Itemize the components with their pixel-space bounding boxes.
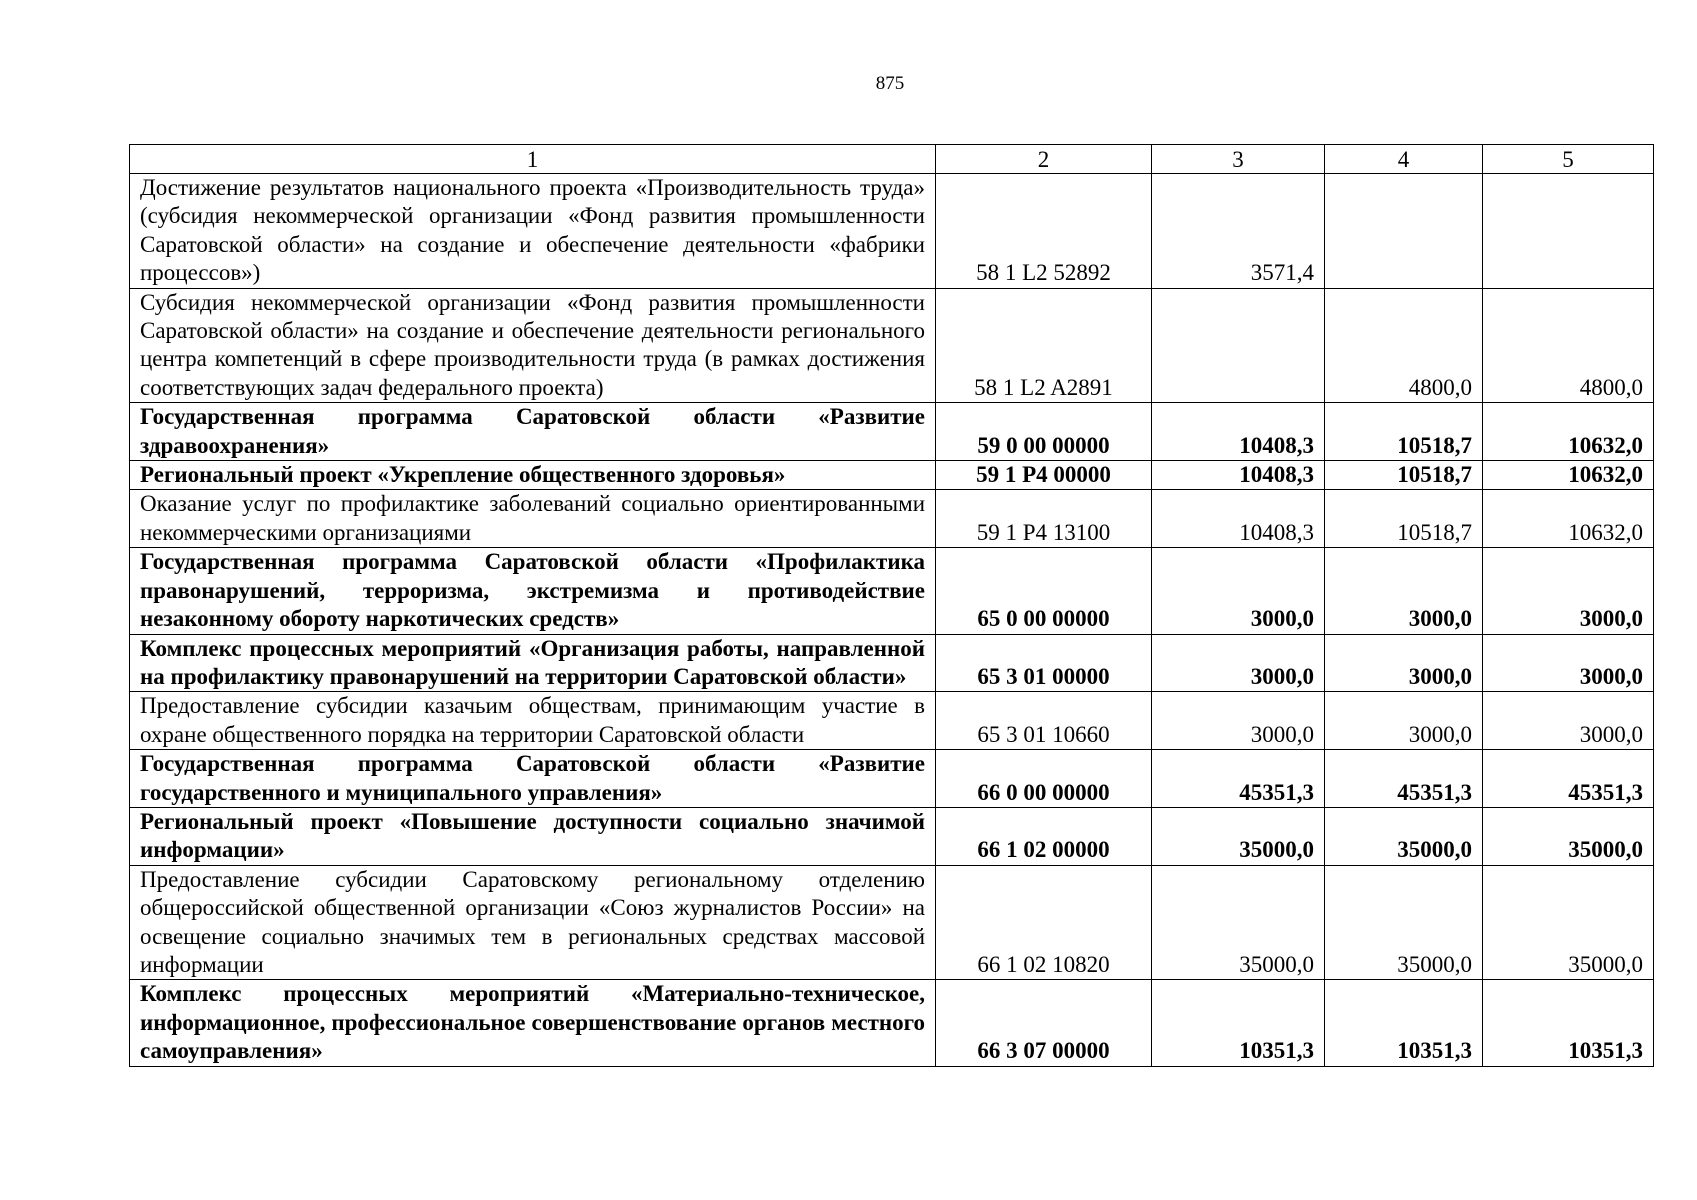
row-value-col5: 10351,3 <box>1483 980 1654 1066</box>
row-code: 66 1 02 00000 <box>936 807 1152 865</box>
row-value-col3: 10408,3 <box>1152 490 1325 548</box>
row-value-col3: 3000,0 <box>1152 692 1325 750</box>
row-code: 65 0 00 00000 <box>936 548 1152 634</box>
row-name: Оказание услуг по профилактике заболеваний социально ориентированными некоммерческими организациями <box>130 490 936 548</box>
row-name: Предоставление субсидии Саратовскому региональному отделению общероссийской общественной организации «Союз журналистов России» на освещение социально значимых тем в региональных средствах массовой информации <box>130 865 936 980</box>
row-value-col3: 3000,0 <box>1152 548 1325 634</box>
row-name: Достижение результатов национального проекта «Производительность труда» (субсидия некоммерческой организации «Фонд развития промышленности Саратовской области» на создание и обеспечение деятельности «фабрики процессов») <box>130 174 936 289</box>
row-value-col4: 10518,7 <box>1325 403 1483 461</box>
row-value-col3: 3571,4 <box>1152 174 1325 289</box>
row-name: Предоставление субсидии казачьим обществам, принимающим участие в охране общественного порядка на территории Саратовской области <box>130 692 936 750</box>
row-value-col4: 35000,0 <box>1325 807 1483 865</box>
table-row <box>130 865 1654 980</box>
row-name: Государственная программа Саратовской области «Развитие государственного и муниципального управления» <box>130 750 936 808</box>
row-value-col5: 45351,3 <box>1483 750 1654 808</box>
row-value-col5: 10632,0 <box>1483 490 1654 548</box>
column-header-2: 2 <box>936 145 1152 174</box>
row-name: Комплекс процессных мероприятий «Материально-техническое, информационное, профессиональное совершенствование органов местного самоуправления» <box>130 980 936 1066</box>
row-value-col4: 45351,3 <box>1325 750 1483 808</box>
table-row <box>130 692 1654 750</box>
table-row <box>130 490 1654 548</box>
row-value-col5: 3000,0 <box>1483 634 1654 692</box>
row-name: Региональный проект «Повышение доступности социально значимой информации» <box>130 807 936 865</box>
row-value-col3: 10351,3 <box>1152 980 1325 1066</box>
budget-table <box>129 144 1654 1067</box>
row-value-col4: 3000,0 <box>1325 548 1483 634</box>
table-row <box>130 807 1654 865</box>
table-row <box>130 461 1654 490</box>
row-code: 65 3 01 10660 <box>936 692 1152 750</box>
row-code: 59 0 00 00000 <box>936 403 1152 461</box>
row-value-col5 <box>1483 174 1654 289</box>
row-value-col3: 10408,3 <box>1152 461 1325 490</box>
row-value-col3: 35000,0 <box>1152 807 1325 865</box>
column-header-1: 1 <box>130 145 936 174</box>
table-row <box>130 288 1654 403</box>
row-name: Государственная программа Саратовской области «Профилактика правонарушений, терроризма, экстремизма и противодействие незаконному обороту наркотических средств» <box>130 548 936 634</box>
row-value-col4: 35000,0 <box>1325 865 1483 980</box>
page-number: 875 <box>875 73 905 94</box>
row-value-col3: 10408,3 <box>1152 403 1325 461</box>
row-value-col5: 35000,0 <box>1483 807 1654 865</box>
table-row <box>130 403 1654 461</box>
row-value-col3: 45351,3 <box>1152 750 1325 808</box>
row-value-col5: 10632,0 <box>1483 403 1654 461</box>
row-value-col5: 4800,0 <box>1483 288 1654 403</box>
row-code: 65 3 01 00000 <box>936 634 1152 692</box>
row-value-col4: 10518,7 <box>1325 490 1483 548</box>
row-code: 58 1 L2 A2891 <box>936 288 1152 403</box>
row-value-col4: 10518,7 <box>1325 461 1483 490</box>
row-value-col4: 3000,0 <box>1325 634 1483 692</box>
row-value-col4 <box>1325 174 1483 289</box>
row-value-col3: 3000,0 <box>1152 634 1325 692</box>
row-value-col3 <box>1152 288 1325 403</box>
table-row <box>130 174 1654 289</box>
row-code: 66 3 07 00000 <box>936 980 1152 1066</box>
row-name: Комплекс процессных мероприятий «Организация работы, направленной на профилактику правонарушений на территории Саратовской области» <box>130 634 936 692</box>
row-code: 66 1 02 10820 <box>936 865 1152 980</box>
row-name: Региональный проект «Укрепление общественного здоровья» <box>130 461 936 490</box>
row-name: Субсидия некоммерческой организации «Фонд развития промышленности Саратовской области» на создание и обеспечение деятельности регионального центра компетенций в сфере производительности труда (в рамках достижения соответствующих задач федерального проекта) <box>130 288 936 403</box>
row-value-col5: 10632,0 <box>1483 461 1654 490</box>
row-value-col5: 3000,0 <box>1483 692 1654 750</box>
row-code: 58 1 L2 52892 <box>936 174 1152 289</box>
row-value-col4: 10351,3 <box>1325 980 1483 1066</box>
row-code: 59 1 P4 13100 <box>936 490 1152 548</box>
row-value-col4: 3000,0 <box>1325 692 1483 750</box>
row-value-col3: 35000,0 <box>1152 865 1325 980</box>
table-row <box>130 980 1654 1066</box>
row-name: Государственная программа Саратовской области «Развитие здравоохранения» <box>130 403 936 461</box>
column-header-5: 5 <box>1483 145 1654 174</box>
row-value-col5: 35000,0 <box>1483 865 1654 980</box>
table-row <box>130 548 1654 634</box>
column-header-3: 3 <box>1152 145 1325 174</box>
table-row <box>130 634 1654 692</box>
table-row <box>130 750 1654 808</box>
row-code: 59 1 P4 00000 <box>936 461 1152 490</box>
row-value-col4: 4800,0 <box>1325 288 1483 403</box>
row-value-col5: 3000,0 <box>1483 548 1654 634</box>
row-code: 66 0 00 00000 <box>936 750 1152 808</box>
table-header-row <box>130 145 1654 174</box>
table-body <box>130 174 1654 1067</box>
column-header-4: 4 <box>1325 145 1483 174</box>
